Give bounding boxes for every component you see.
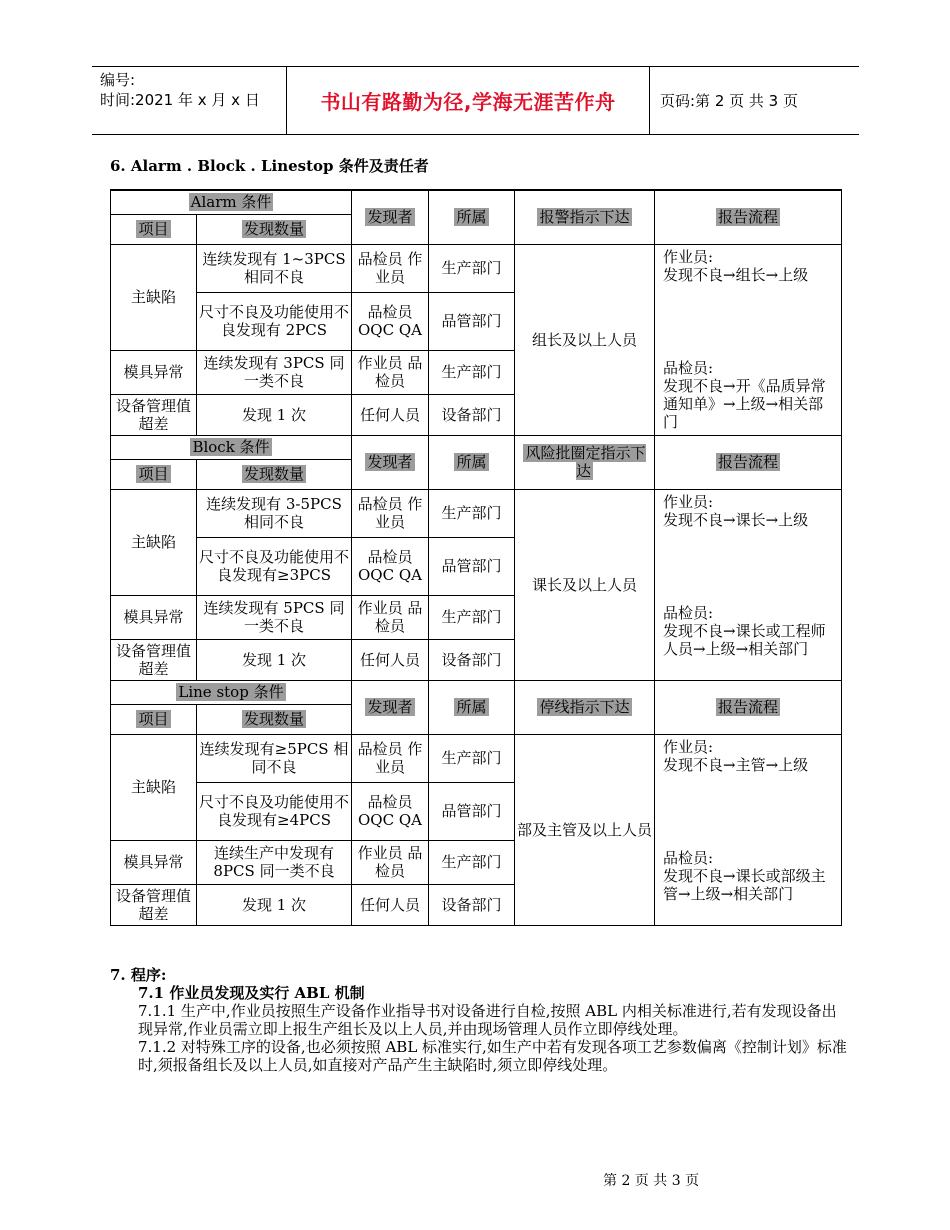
finder-header bbox=[352, 680, 429, 734]
block-title bbox=[111, 435, 352, 459]
finder-cell: 品检员 OQC QA bbox=[352, 292, 429, 350]
quantity-cell: 连续发现有 3PCS 同一类不良 bbox=[197, 350, 352, 394]
item-cell: 模具异常 bbox=[111, 350, 197, 394]
dept-header-text: 所属 bbox=[456, 698, 487, 716]
page-header bbox=[92, 66, 859, 135]
table-row bbox=[111, 489, 842, 537]
table-row bbox=[111, 244, 842, 292]
quantity-header-text: 发现数量 bbox=[243, 465, 304, 483]
quantity-cell: 连续发现有≥5PCS 相同不良 bbox=[197, 734, 352, 782]
quantity-cell: 连续生产中发现有 8PCS 同一类不良 bbox=[197, 840, 352, 884]
flow-header bbox=[655, 435, 842, 489]
document-time-label: 时间:2021 年 x 月 x 日 bbox=[100, 91, 260, 109]
item-cell: 主缺陷 bbox=[111, 244, 197, 350]
inspector-flow-title: 品检员: bbox=[663, 603, 714, 622]
section-7-title: 7. 程序: bbox=[110, 966, 167, 984]
table-row bbox=[111, 734, 842, 782]
instruction-header-text: 报警指示下达 bbox=[539, 208, 630, 227]
header-page-info: 页码:第 2 页 共 3 页 bbox=[660, 92, 798, 110]
block-title bbox=[111, 680, 352, 704]
operator-flow-text: 发现不良→课长→上级 bbox=[663, 510, 809, 529]
dept-cell: 品管部门 bbox=[429, 537, 515, 595]
dept-cell: 生产部门 bbox=[429, 350, 515, 394]
conditions-table bbox=[110, 189, 842, 926]
dept-header-text: 所属 bbox=[456, 453, 487, 471]
dept-cell: 生产部门 bbox=[429, 734, 515, 782]
page-footer: 第 2 页 共 3 页 bbox=[603, 1173, 700, 1189]
dept-header bbox=[429, 680, 515, 734]
instruction-header-text: 风险批圈定指示下达 bbox=[525, 444, 646, 480]
item-cell: 主缺陷 bbox=[111, 734, 197, 840]
block-header-row bbox=[111, 680, 842, 704]
item-header bbox=[111, 214, 197, 244]
item-cell: 模具异常 bbox=[111, 840, 197, 884]
dept-cell: 生产部门 bbox=[429, 840, 515, 884]
item-cell: 设备管理值超差 bbox=[111, 394, 197, 435]
quantity-cell: 连续发现有 5PCS 同一类不良 bbox=[197, 595, 352, 639]
operator-flow-text: 发现不良→主管→上级 bbox=[663, 755, 809, 774]
block-header-row bbox=[111, 435, 842, 459]
block-header-row bbox=[111, 190, 842, 214]
dept-header-text: 所属 bbox=[456, 208, 487, 227]
paragraph-7-1-1: 7.1.1 生产中,作业员按照生产设备作业指导书对设备进行自检,按照 ABL 内相关标准进行,若有发现设备出现异常,作业员需立即上报生产组长及以上人员,并由现场管理人员作立即停线处理。 bbox=[138, 1002, 837, 1038]
inspector-flow-text: 发现不良→课长或工程师人员→上级→相关部门 bbox=[663, 621, 826, 658]
flow-header-text: 报告流程 bbox=[717, 698, 778, 716]
flow-header-text: 报告流程 bbox=[717, 453, 778, 471]
quantity-cell: 发现 1 次 bbox=[197, 884, 352, 925]
dept-header bbox=[429, 190, 515, 244]
inspector-flow-title: 品检员: bbox=[663, 848, 714, 867]
report-flow-cell bbox=[655, 734, 842, 925]
header-meta bbox=[92, 67, 286, 134]
quantity-header bbox=[197, 704, 352, 734]
item-cell: 主缺陷 bbox=[111, 489, 197, 595]
dept-cell: 生产部门 bbox=[429, 244, 515, 292]
section-6-title: 6. Alarm . Block . Linestop 条件及责任者 bbox=[110, 157, 429, 175]
operator-flow-title: 作业员: bbox=[663, 247, 714, 266]
block-title-text: Line stop 条件 bbox=[178, 683, 284, 701]
paragraph-7-1-2: 7.1.2 对特殊工序的设备,也必须按照 ABL 标准实行,如生产中若有发现各项工艺参数偏离《控制计划》标准时,须报备组长及以上人员,如直接对产品产生主缺陷时,须立即停线处理。 bbox=[138, 1038, 847, 1074]
instruction-header bbox=[515, 435, 655, 489]
operator-flow bbox=[663, 248, 835, 284]
header-motto: 书山有路勤为径,学海无涯苦作舟 bbox=[320, 90, 616, 114]
quantity-header bbox=[197, 214, 352, 244]
document-number-label: 编号: bbox=[100, 71, 136, 89]
inspector-flow bbox=[663, 849, 835, 903]
item-cell: 设备管理值超差 bbox=[111, 639, 197, 680]
item-cell: 设备管理值超差 bbox=[111, 884, 197, 925]
finder-cell: 品检员 作业员 bbox=[352, 244, 429, 292]
finder-cell: 作业员 品检员 bbox=[352, 350, 429, 394]
operator-flow bbox=[663, 738, 835, 774]
quantity-cell: 尺寸不良及功能使用不良发现有≥4PCS bbox=[197, 782, 352, 840]
inspector-flow-text: 发现不良→开《品质异常通知单》→上级→相关部门 bbox=[663, 376, 826, 431]
dept-cell: 设备部门 bbox=[429, 639, 515, 680]
quantity-header-text: 发现数量 bbox=[243, 220, 304, 238]
finder-cell: 品检员 作业员 bbox=[352, 734, 429, 782]
quantity-header-text: 发现数量 bbox=[243, 710, 304, 728]
flow-header-text: 报告流程 bbox=[717, 208, 778, 227]
finder-cell: 任何人员 bbox=[352, 394, 429, 435]
report-flow-cell bbox=[655, 489, 842, 680]
item-header bbox=[111, 459, 197, 489]
report-flow-cell bbox=[655, 244, 842, 435]
quantity-cell: 尺寸不良及功能使用不良发现有 2PCS bbox=[197, 292, 352, 350]
finder-cell: 任何人员 bbox=[352, 639, 429, 680]
item-header bbox=[111, 704, 197, 734]
instruction-header bbox=[515, 680, 655, 734]
quantity-cell: 发现 1 次 bbox=[197, 639, 352, 680]
responsible-cell: 课长及以上人员 bbox=[515, 489, 655, 680]
operator-flow-text: 发现不良→组长→上级 bbox=[663, 265, 809, 284]
finder-cell: 品检员 OQC QA bbox=[352, 537, 429, 595]
inspector-flow-text: 发现不良→课长或部级主管→上级→相关部门 bbox=[663, 866, 826, 903]
inspector-flow-title: 品检员: bbox=[663, 358, 714, 377]
item-header-text: 项目 bbox=[138, 710, 169, 728]
finder-header-text: 发现者 bbox=[367, 698, 413, 716]
dept-cell: 品管部门 bbox=[429, 782, 515, 840]
quantity-cell: 连续发现有 1~3PCS 相同不良 bbox=[197, 244, 352, 292]
dept-cell: 品管部门 bbox=[429, 292, 515, 350]
dept-cell: 设备部门 bbox=[429, 394, 515, 435]
finder-cell: 任何人员 bbox=[352, 884, 429, 925]
item-header-text: 项目 bbox=[138, 465, 169, 483]
inspector-flow bbox=[663, 359, 835, 431]
finder-cell: 作业员 品检员 bbox=[352, 840, 429, 884]
finder-header bbox=[352, 190, 429, 244]
flow-header bbox=[655, 680, 842, 734]
responsible-cell: 组长及以上人员 bbox=[515, 244, 655, 435]
section-7-1-title: 7.1 作业员发现及实行 ABL 机制 bbox=[138, 984, 365, 1002]
dept-header bbox=[429, 435, 515, 489]
block-title-text: Block 条件 bbox=[192, 438, 270, 456]
header-motto-cell bbox=[286, 67, 650, 134]
finder-header-text: 发现者 bbox=[367, 208, 413, 227]
responsible-cell: 部及主管及以上人员 bbox=[515, 734, 655, 925]
dept-cell: 生产部门 bbox=[429, 489, 515, 537]
item-cell: 模具异常 bbox=[111, 595, 197, 639]
finder-cell: 品检员 作业员 bbox=[352, 489, 429, 537]
block-title-text: Alarm 条件 bbox=[190, 193, 272, 212]
finder-header-text: 发现者 bbox=[367, 453, 413, 471]
procedure-section bbox=[110, 966, 850, 1074]
operator-flow-title: 作业员: bbox=[663, 492, 714, 511]
finder-header bbox=[352, 435, 429, 489]
instruction-header-text: 停线指示下达 bbox=[539, 698, 630, 716]
quantity-header bbox=[197, 459, 352, 489]
finder-cell: 品检员 OQC QA bbox=[352, 782, 429, 840]
flow-header bbox=[655, 190, 842, 244]
quantity-cell: 连续发现有 3-5PCS 相同不良 bbox=[197, 489, 352, 537]
operator-flow bbox=[663, 493, 835, 529]
quantity-cell: 尺寸不良及功能使用不良发现有≥3PCS bbox=[197, 537, 352, 595]
finder-cell: 作业员 品检员 bbox=[352, 595, 429, 639]
operator-flow-title: 作业员: bbox=[663, 737, 714, 756]
instruction-header bbox=[515, 190, 655, 244]
dept-cell: 设备部门 bbox=[429, 884, 515, 925]
dept-cell: 生产部门 bbox=[429, 595, 515, 639]
inspector-flow bbox=[663, 604, 835, 658]
quantity-cell: 发现 1 次 bbox=[197, 394, 352, 435]
item-header-text: 项目 bbox=[138, 220, 169, 238]
block-title bbox=[111, 190, 352, 214]
